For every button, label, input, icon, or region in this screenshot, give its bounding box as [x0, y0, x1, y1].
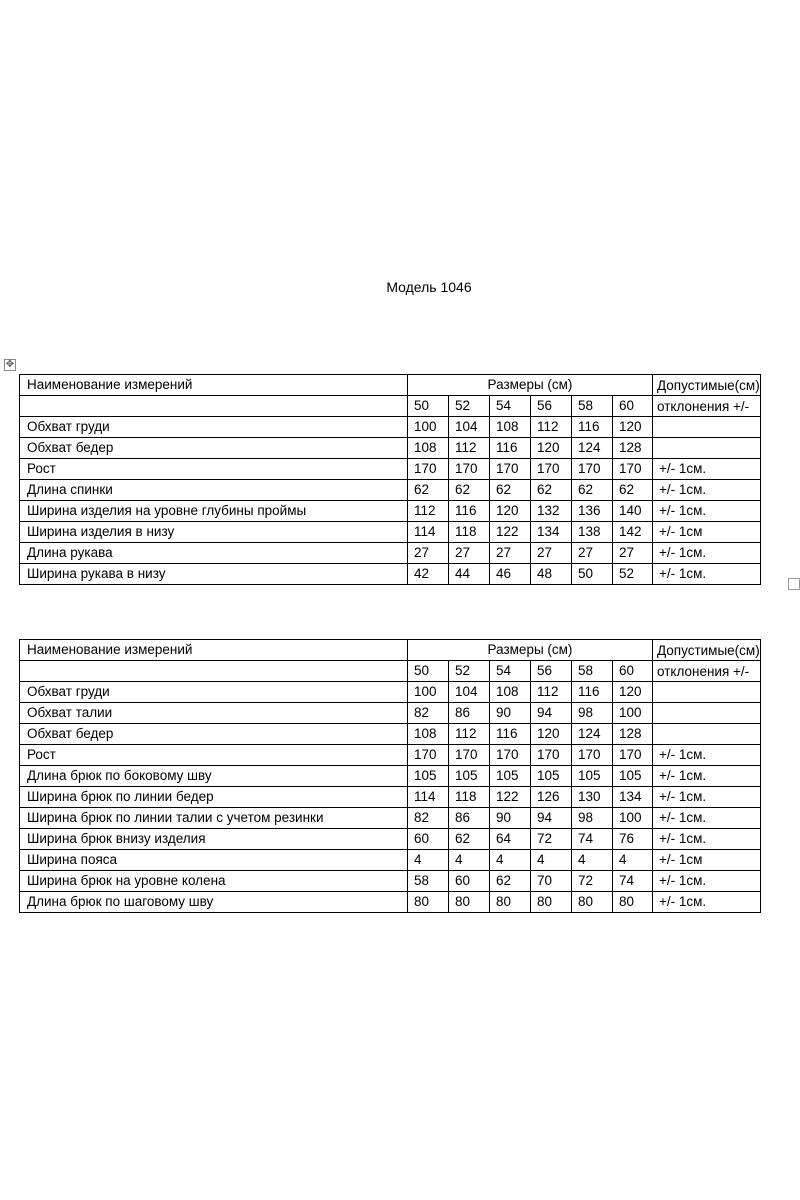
tolerance-value	[653, 417, 761, 438]
measurement-value: 105	[572, 766, 613, 787]
measurement-value: 104	[449, 682, 490, 703]
measurement-row	[20, 522, 761, 543]
measurement-value: 122	[490, 787, 531, 808]
header-tolerance-line2: отклонения +/-	[653, 396, 761, 417]
measurement-value: 108	[490, 682, 531, 703]
measurement-value: 100	[613, 703, 653, 724]
measurement-value: 112	[408, 501, 449, 522]
measurement-name: Ширина брюк внизу изделия	[20, 829, 408, 850]
measurement-name: Ширина брюк по линии бедер	[20, 787, 408, 808]
measurement-value: 120	[613, 417, 653, 438]
measurement-name: Ширина изделия в низу	[20, 522, 408, 543]
measurement-value: 46	[490, 564, 531, 585]
tolerance-value: +/- 1см.	[653, 766, 761, 787]
measurement-name: Длина брюк по шаговому шву	[20, 892, 408, 913]
measurement-row	[20, 543, 761, 564]
measurement-row	[20, 724, 761, 745]
size-cell: 58	[572, 661, 613, 682]
size-cell: 52	[449, 661, 490, 682]
measurement-value: 98	[572, 703, 613, 724]
measurement-value: 4	[531, 850, 572, 871]
measurement-value: 120	[531, 724, 572, 745]
tolerance-value	[653, 703, 761, 724]
measurement-value: 128	[613, 724, 653, 745]
measurement-value: 116	[572, 682, 613, 703]
measurement-value: 94	[531, 808, 572, 829]
measurement-value: 80	[449, 892, 490, 913]
measurement-name: Длина рукава	[20, 543, 408, 564]
measurement-value: 90	[490, 808, 531, 829]
tolerance-value	[653, 724, 761, 745]
measurement-value: 112	[449, 438, 490, 459]
measurement-value: 62	[449, 829, 490, 850]
tolerance-value: +/- 1см.	[653, 543, 761, 564]
measurement-value: 170	[613, 459, 653, 480]
measurement-value: 42	[408, 564, 449, 585]
measurement-value: 105	[408, 766, 449, 787]
measurement-row	[20, 787, 761, 808]
measurement-value: 120	[531, 438, 572, 459]
measurement-value: 105	[613, 766, 653, 787]
measurement-value: 170	[490, 745, 531, 766]
measurement-name: Длина спинки	[20, 480, 408, 501]
measurement-row	[20, 682, 761, 703]
measurement-value: 114	[408, 522, 449, 543]
measurement-value: 62	[531, 480, 572, 501]
size-cell: 52	[449, 396, 490, 417]
measurement-value: 72	[572, 871, 613, 892]
measurement-value: 108	[408, 438, 449, 459]
measurement-row	[20, 892, 761, 913]
header-sizes: Размеры (см)	[408, 640, 653, 661]
measurement-name: Обхват груди	[20, 682, 408, 703]
measurement-name: Обхват бедер	[20, 438, 408, 459]
measurement-value: 4	[490, 850, 531, 871]
measurement-value: 44	[449, 564, 490, 585]
measurement-name: Рост	[20, 745, 408, 766]
measurement-value: 60	[449, 871, 490, 892]
tolerance-value: +/- 1см	[653, 850, 761, 871]
measurement-name: Ширина рукава в низу	[20, 564, 408, 585]
measurement-value: 134	[531, 522, 572, 543]
tolerance-value: +/- 1см	[653, 522, 761, 543]
measurement-value: 64	[490, 829, 531, 850]
measurement-row	[20, 417, 761, 438]
measurement-row	[20, 438, 761, 459]
measurement-value: 170	[449, 459, 490, 480]
measurement-value: 170	[531, 745, 572, 766]
measurement-value: 120	[613, 682, 653, 703]
size-cell: 56	[531, 661, 572, 682]
measurement-value: 170	[408, 459, 449, 480]
measurement-value: 58	[408, 871, 449, 892]
measurement-value: 104	[449, 417, 490, 438]
measurement-row	[20, 564, 761, 585]
measurement-value: 128	[613, 438, 653, 459]
measurement-row	[20, 829, 761, 850]
measurement-name: Ширина пояса	[20, 850, 408, 871]
measurement-value: 108	[490, 417, 531, 438]
measurement-value: 112	[531, 417, 572, 438]
tolerance-value: +/- 1см.	[653, 564, 761, 585]
measurement-value: 62	[408, 480, 449, 501]
measurement-value: 116	[449, 501, 490, 522]
measurement-value: 132	[531, 501, 572, 522]
measurement-value: 116	[490, 724, 531, 745]
measurement-value: 112	[531, 682, 572, 703]
measurement-value: 27	[449, 543, 490, 564]
measurement-value: 126	[531, 787, 572, 808]
measurement-value: 124	[572, 438, 613, 459]
measurement-value: 27	[490, 543, 531, 564]
measurement-value: 27	[613, 543, 653, 564]
measurement-value: 116	[572, 417, 613, 438]
measurement-value: 80	[572, 892, 613, 913]
measurement-name: Рост	[20, 459, 408, 480]
measurement-row	[20, 850, 761, 871]
measurement-value: 134	[613, 787, 653, 808]
measurement-value: 100	[613, 808, 653, 829]
measurement-value: 27	[572, 543, 613, 564]
measurement-value: 112	[449, 724, 490, 745]
table-header-row	[20, 375, 761, 396]
measurement-name: Ширина брюк по линии талии с учетом резинки	[20, 808, 408, 829]
header-measurement-name: Наименование измерений	[20, 640, 408, 661]
measurement-name: Обхват талии	[20, 703, 408, 724]
measurement-value: 80	[613, 892, 653, 913]
measurement-value: 80	[408, 892, 449, 913]
measurement-value: 170	[613, 745, 653, 766]
measurement-value: 27	[408, 543, 449, 564]
measurement-value: 4	[613, 850, 653, 871]
measurement-value: 52	[613, 564, 653, 585]
measurement-value: 105	[449, 766, 490, 787]
measurement-value: 86	[449, 703, 490, 724]
tolerance-value	[653, 682, 761, 703]
measurement-value: 76	[613, 829, 653, 850]
header-sizes: Размеры (см)	[408, 375, 653, 396]
size-cell: 58	[572, 396, 613, 417]
tolerance-value: +/- 1см.	[653, 501, 761, 522]
measurement-value: 98	[572, 808, 613, 829]
measurement-value: 170	[572, 745, 613, 766]
tolerance-value	[653, 438, 761, 459]
measurement-value: 48	[531, 564, 572, 585]
measurement-value: 118	[449, 787, 490, 808]
measurement-value: 122	[490, 522, 531, 543]
measurement-value: 80	[490, 892, 531, 913]
blank-cell	[20, 661, 408, 682]
measurement-value: 105	[490, 766, 531, 787]
measurement-row	[20, 745, 761, 766]
measurement-row	[20, 808, 761, 829]
measurement-value: 170	[408, 745, 449, 766]
measurements-table-top	[19, 374, 761, 585]
size-cell: 50	[408, 396, 449, 417]
table-header-row	[20, 640, 761, 661]
measurement-value: 136	[572, 501, 613, 522]
measurement-value: 62	[490, 871, 531, 892]
measurement-row	[20, 871, 761, 892]
measurement-value: 62	[613, 480, 653, 501]
measurement-value: 170	[490, 459, 531, 480]
measurement-value: 62	[449, 480, 490, 501]
measurement-value: 50	[572, 564, 613, 585]
measurement-row	[20, 703, 761, 724]
measurement-value: 60	[408, 829, 449, 850]
table-move-handle-icon[interactable]: ✥	[5, 359, 15, 370]
measurement-value: 124	[572, 724, 613, 745]
measurement-value: 82	[408, 703, 449, 724]
header-tolerance-line1: Допустимые(см)	[653, 640, 761, 661]
measurement-value: 72	[531, 829, 572, 850]
size-cell: 54	[490, 396, 531, 417]
size-cell: 60	[613, 396, 653, 417]
measurement-row	[20, 501, 761, 522]
measurement-value: 105	[531, 766, 572, 787]
tolerance-value: +/- 1см.	[653, 745, 761, 766]
size-cell: 56	[531, 396, 572, 417]
measurement-name: Длина брюк по боковому шву	[20, 766, 408, 787]
blank-cell	[20, 396, 408, 417]
tolerance-value: +/- 1см.	[653, 787, 761, 808]
tolerance-value: +/- 1см.	[653, 829, 761, 850]
measurement-name: Ширина изделия на уровне глубины проймы	[20, 501, 408, 522]
tolerance-value: +/- 1см.	[653, 808, 761, 829]
tolerance-value: +/- 1см.	[653, 459, 761, 480]
measurement-value: 100	[408, 682, 449, 703]
measurement-value: 116	[490, 438, 531, 459]
measurement-value: 118	[449, 522, 490, 543]
measurement-value: 94	[531, 703, 572, 724]
measurement-value: 86	[449, 808, 490, 829]
measurement-value: 114	[408, 787, 449, 808]
measurement-value: 4	[572, 850, 613, 871]
measurement-value: 74	[613, 871, 653, 892]
measurement-row	[20, 459, 761, 480]
size-cell: 54	[490, 661, 531, 682]
sizes-row	[20, 396, 761, 417]
measurement-value: 4	[449, 850, 490, 871]
tolerance-value: +/- 1см.	[653, 480, 761, 501]
measurement-value: 120	[490, 501, 531, 522]
measurement-value: 62	[572, 480, 613, 501]
measurement-value: 130	[572, 787, 613, 808]
measurements-table-bottom	[19, 639, 761, 913]
measurement-value: 4	[408, 850, 449, 871]
measurement-name: Обхват груди	[20, 417, 408, 438]
measurement-value: 170	[531, 459, 572, 480]
measurement-value: 80	[531, 892, 572, 913]
measurement-value: 62	[490, 480, 531, 501]
sizes-row	[20, 661, 761, 682]
tolerance-value: +/- 1см.	[653, 871, 761, 892]
measurement-name: Ширина брюк на уровне колена	[20, 871, 408, 892]
measurement-value: 140	[613, 501, 653, 522]
measurement-value: 100	[408, 417, 449, 438]
measurement-value: 138	[572, 522, 613, 543]
measurement-value: 108	[408, 724, 449, 745]
header-tolerance-line2: отклонения +/-	[653, 661, 761, 682]
tolerance-value: +/- 1см.	[653, 892, 761, 913]
measurement-value: 142	[613, 522, 653, 543]
header-tolerance-line1: Допустимые(см)	[653, 375, 761, 396]
measurement-value: 90	[490, 703, 531, 724]
measurement-value: 74	[572, 829, 613, 850]
measurement-row	[20, 480, 761, 501]
measurement-value: 27	[531, 543, 572, 564]
page-title: Модель 1046	[386, 279, 472, 295]
table-resize-handle[interactable]	[788, 578, 800, 590]
size-cell: 60	[613, 661, 653, 682]
measurement-value: 170	[449, 745, 490, 766]
measurement-value: 70	[531, 871, 572, 892]
measurement-row	[20, 766, 761, 787]
measurement-value: 170	[572, 459, 613, 480]
measurement-value: 82	[408, 808, 449, 829]
size-cell: 50	[408, 661, 449, 682]
measurement-name: Обхват бедер	[20, 724, 408, 745]
header-measurement-name: Наименование измерений	[20, 375, 408, 396]
